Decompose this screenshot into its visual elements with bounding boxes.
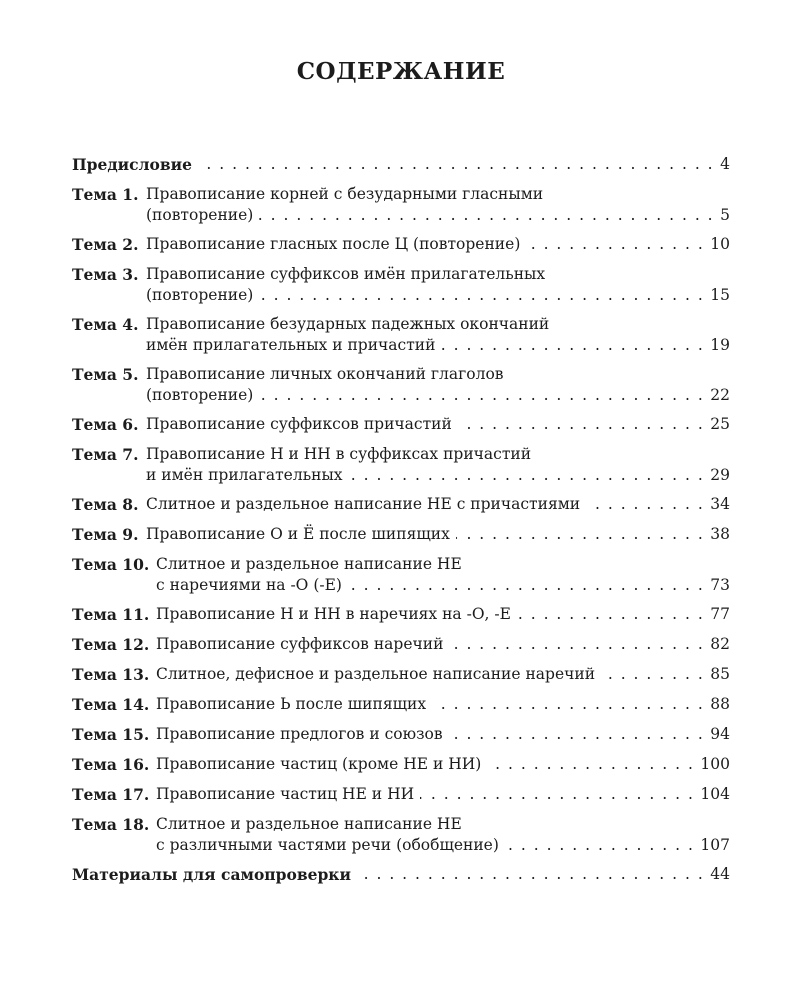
toc-entry-text: (повторение) [146,286,254,304]
toc-leader-dots [456,524,704,545]
toc-entry-text: Правописание частиц НЕ и НИ [156,785,415,803]
toc-entry-line [72,264,730,285]
toc-entry-text: Правописание Н и НН в суффиксах причастий [146,445,532,463]
toc-page-number: 77 [710,605,730,623]
toc-entry-continuation [72,835,730,856]
toc-page-number: 85 [710,665,730,683]
toc-leader-dots [432,694,704,715]
toc-entry [72,154,730,175]
toc-entry [72,444,730,486]
toc-entry-continuation [72,285,730,306]
toc-page-number: 4 [720,155,730,173]
toc-entry-label: Тема 5. [72,365,139,384]
toc-leader-dots [348,575,704,596]
toc-entry-label: Тема 4. [72,315,139,334]
toc-entry [72,754,730,775]
toc-entry-label: Тема 1. [72,185,139,204]
toc-entry [72,364,730,406]
toc-entry-text: (повторение) [146,206,254,224]
toc-entry [72,524,730,545]
toc-entry-continuation [72,465,730,486]
toc-entry-text: Правописание О и Ё после шипящих [146,525,450,543]
toc-leader-dots [505,835,694,856]
toc-leader-dots [601,664,704,685]
toc-leader-dots [449,634,704,655]
toc-entry-line [72,694,730,715]
toc-entry [72,634,730,655]
toc-entry-line [72,444,730,465]
toc-entry [72,234,730,255]
toc-entry-line [72,634,730,655]
toc-leader-dots [449,724,705,745]
toc-entry-label: Материалы для самопроверки [72,865,351,884]
page-title: СОДЕРЖАНИЕ [296,58,506,85]
toc-entry-label: Тема 14. [72,695,150,714]
toc-entry-line [72,184,730,205]
toc-entry-text: с различными частями речи (обобщение) [156,836,499,854]
toc-leader-dots [526,234,704,255]
toc-page-number: 107 [700,836,730,854]
toc-leader-dots [420,784,694,805]
toc-entry-text: Правописание суффиксов причастий [146,415,452,433]
toc-entry-line [72,494,730,515]
toc-page-number: 5 [720,206,730,224]
toc-entry-line [72,414,730,435]
toc-entry-text: (повторение) [146,386,254,404]
toc-entry-continuation [72,385,730,406]
toc-entry-text: и имён прилагательных [146,466,343,484]
toc-entry [72,784,730,805]
toc-entry-label: Тема 10. [72,555,150,574]
toc-entry-line [72,314,730,335]
toc-entry-text: Слитное и раздельное написание НЕ [156,555,462,573]
toc-entry-label: Тема 12. [72,635,150,654]
toc-entry-line [72,864,730,885]
toc-entry-line [72,604,730,625]
toc-entry [72,264,730,306]
toc-entry-line [72,664,730,685]
toc-leader-dots [586,494,704,515]
toc-page-number: 29 [710,466,730,484]
toc-entry-text: Правописание корней с безударными гласными [146,185,544,203]
toc-entry-text: Слитное и раздельное написание НЕ [156,815,462,833]
toc-leader-dots [259,385,704,406]
toc-leader-dots [441,335,704,356]
toc-entry-line [72,364,730,385]
toc-entry [72,414,730,435]
toc-entry-label: Тема 9. [72,525,139,544]
toc-leader-dots [487,754,694,775]
toc-entry-line [72,754,730,775]
toc-entry-label: Тема 16. [72,755,150,774]
toc-page-number: 15 [710,286,730,304]
toc-entry-text: Правописание суффиксов имён прилагательных [146,265,546,283]
toc-entry-text: имён прилагательных и причастий [146,336,436,354]
toc-entry [72,494,730,515]
toc-entry-text: Слитное, дефисное и раздельное написание наречий [156,665,596,683]
toc-entry-text: Правописание Н и НН в наречиях на -О, -Е [156,605,511,623]
toc-page-number: 82 [710,635,730,653]
toc-entry-line [72,234,730,255]
toc-entry-line [72,814,730,835]
toc-entry-text: Правописание гласных после Ц (повторение) [146,235,521,253]
toc-entry [72,664,730,685]
toc-entry-text: Правописание предлогов и союзов [156,725,443,743]
toc-entry-label: Тема 18. [72,815,150,834]
toc-entry-label: Тема 3. [72,265,139,284]
toc-entry [72,814,730,856]
toc-entry [72,554,730,596]
toc-entry-label: Тема 2. [72,235,139,254]
toc-leader-dots [259,285,704,306]
toc-entry [72,184,730,226]
toc-leader-dots [349,465,705,486]
toc-entry-label: Тема 15. [72,725,150,744]
toc-entry [72,864,730,885]
toc-entry-line [72,554,730,575]
toc-page-number: 73 [710,576,730,594]
toc-entry-line [72,154,730,175]
toc-page-number: 22 [710,386,730,404]
toc-entry-label: Тема 17. [72,785,150,804]
toc-entry-label: Тема 7. [72,445,139,464]
toc-entry-line [72,724,730,745]
toc-leader-dots [259,205,714,226]
toc-entry-text: Правописание безударных падежных окончаний [146,315,550,333]
toc-leader-dots [198,154,714,175]
table-of-contents [72,154,730,894]
toc-page-number: 88 [710,695,730,713]
toc-entry-label: Тема 6. [72,415,139,434]
toc-entry-label: Тема 8. [72,495,139,514]
toc-page-number: 38 [710,525,730,543]
toc-entry-text: Правописание личных окончаний глаголов [146,365,504,383]
toc-page-number: 100 [700,755,730,773]
toc-leader-dots [517,604,704,625]
toc-page-number: 94 [710,725,730,743]
toc-page-number: 25 [710,415,730,433]
toc-entry-text: Правописание частиц (кроме НЕ и НИ) [156,755,482,773]
toc-entry [72,604,730,625]
toc-leader-dots [357,864,704,885]
toc-entry-label: Тема 11. [72,605,150,624]
toc-entry [72,314,730,356]
toc-page-number: 104 [700,785,730,803]
toc-entry-line [72,524,730,545]
toc-entry-continuation [72,335,730,356]
toc-entry-text: Правописание Ь после шипящих [156,695,427,713]
toc-page-number: 44 [710,865,730,883]
toc-entry-text: с наречиями на -О (-Е) [156,576,342,594]
toc-entry-text: Слитное и раздельное написание НЕ с причастиями [146,495,581,513]
toc-page-number: 19 [710,336,730,354]
toc-leader-dots [458,414,704,435]
toc-entry-label: Предисловие [72,155,192,174]
toc-entry-line [72,784,730,805]
toc-entry [72,694,730,715]
toc-entry-continuation [72,205,730,226]
toc-entry-label: Тема 13. [72,665,150,684]
toc-page-number: 10 [710,235,730,253]
toc-page-number: 34 [710,495,730,513]
toc-entry-text: Правописание суффиксов наречий [156,635,444,653]
toc-entry-continuation [72,575,730,596]
toc-entry [72,724,730,745]
